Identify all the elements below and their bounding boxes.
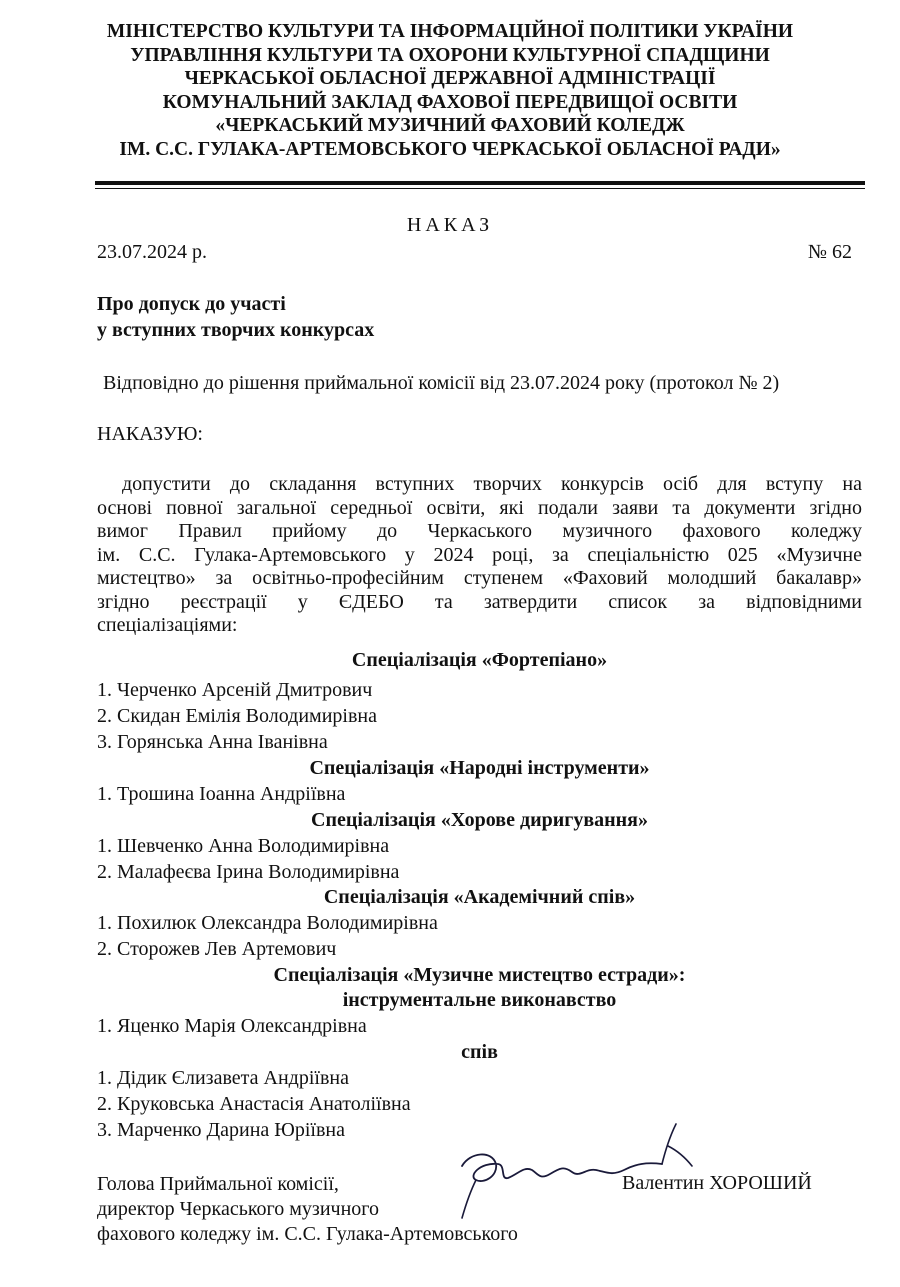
- list-item: 1. Похилюк Олександра Володимирівна: [97, 912, 438, 934]
- order-body: [97, 473, 862, 638]
- header-line: ЧЕРКАСЬКОЇ ОБЛАСНОЇ ДЕРЖАВНОЇ АДМІНІСТРАЦІЇ: [184, 68, 716, 89]
- specialization-subtitle: інструментальне виконавство: [342, 989, 617, 1011]
- header-divider-thick: [95, 181, 865, 185]
- list-item: 2. Скидан Емілія Володимирівна: [97, 705, 377, 727]
- header-line: «ЧЕРКАСЬКИЙ МУЗИЧНИЙ ФАХОВИЙ КОЛЕДЖ: [215, 115, 685, 136]
- header-line: КОМУНАЛЬНИЙ ЗАКЛАД ФАХОВОЇ ПЕРЕДВИЩОЇ ОСВІТИ: [162, 91, 738, 113]
- subject-line: Про допуск до участі: [97, 293, 286, 315]
- body-line: вимог Правил прийому до Черкаського музичного фахового коледжу: [97, 520, 862, 542]
- signatory-position-line: фахового коледжу ім. С.С. Гулака-Артемовського: [97, 1223, 518, 1245]
- order-heading: НАКАЗУЮ:: [97, 423, 203, 445]
- body-line: основі повної загальної середньої освіти, які подали заяви та документи згідно: [97, 496, 862, 519]
- header-divider-thin: [95, 188, 865, 189]
- specialization-title: спів: [461, 1041, 498, 1063]
- body-line: згідно реєстрації у ЄДЕБО та затвердити список за відповідними: [97, 590, 862, 613]
- body-line: мистецтво» за освітньо-професійним ступенем «Фаховий молодший бакалавр»: [97, 567, 862, 589]
- list-item: 3. Горянська Анна Іванівна: [97, 731, 328, 753]
- specialization-title: Спеціалізація «Академічний спів»: [323, 886, 636, 908]
- list-item: 2. Сторожев Лев Артемович: [97, 938, 337, 960]
- document-number: № 62: [807, 241, 852, 263]
- header-line: МІНІСТЕРСТВО КУЛЬТУРИ ТА ІНФОРМАЦІЙНОЇ ПОЛІТИКИ УКРАЇНИ: [106, 21, 794, 42]
- basis-paragraph: Відповідно до рішення приймальної комісії від 23.07.2024 року (протокол № 2): [103, 372, 780, 394]
- document-title: НАКАЗ: [406, 214, 494, 236]
- specialization-title: Спеціалізація «Хорове диригування»: [311, 809, 648, 831]
- list-item: 2. Круковська Анастасія Анатоліївна: [97, 1093, 411, 1115]
- list-item: 1. Черченко Арсеній Дмитрович: [97, 679, 373, 701]
- body-line: спеціалізаціями:: [97, 614, 238, 636]
- signatory-name: Валентин ХОРОШИЙ: [622, 1172, 812, 1194]
- header-line: ІМ. С.С. ГУЛАКА-АРТЕМОВСЬКОГО ЧЕРКАСЬКОЇ ОБЛАСНОЇ РАДИ»: [119, 138, 781, 160]
- specialization-title: Спеціалізація «Музичне мистецтво естради»:: [273, 964, 686, 986]
- list-item: 1. Яценко Марія Олександрівна: [97, 1015, 367, 1037]
- list-item: 2. Малафеєва Ірина Володимирівна: [97, 861, 400, 883]
- list-item: 1. Шевченко Анна Володимирівна: [97, 835, 390, 857]
- specialization-title: Спеціалізація «Фортепіано»: [351, 649, 608, 671]
- document-date: 23.07.2024 р.: [97, 241, 207, 263]
- signatory-position-line: Голова Приймальної комісії,: [97, 1173, 339, 1195]
- list-item: 1. Дідик Єлизавета Андріївна: [97, 1067, 349, 1089]
- subject-line: у вступних творчих конкурсах: [97, 319, 375, 341]
- document-subject: [97, 291, 374, 343]
- body-line: допустити до складання вступних творчих конкурсів осіб для вступу на: [122, 473, 862, 495]
- body-line: ім. С.С. Гулака-Артемовського у 2024 році, за спеціальністю 025 «Музичне: [97, 543, 862, 566]
- header-line: УПРАВЛІННЯ КУЛЬТУРИ ТА ОХОРОНИ КУЛЬТУРНОЇ СПАДЩИНИ: [130, 44, 770, 66]
- handwritten-signature-icon: [440, 1118, 700, 1228]
- institution-header: [60, 20, 840, 161]
- list-item: 1. Трошина Іоанна Андріївна: [97, 783, 346, 805]
- specialization-title: Спеціалізація «Народні інструменти»: [309, 757, 650, 779]
- list-item: 3. Марченко Дарина Юріївна: [97, 1119, 345, 1141]
- signatory-position-line: директор Черкаського музичного: [97, 1198, 379, 1220]
